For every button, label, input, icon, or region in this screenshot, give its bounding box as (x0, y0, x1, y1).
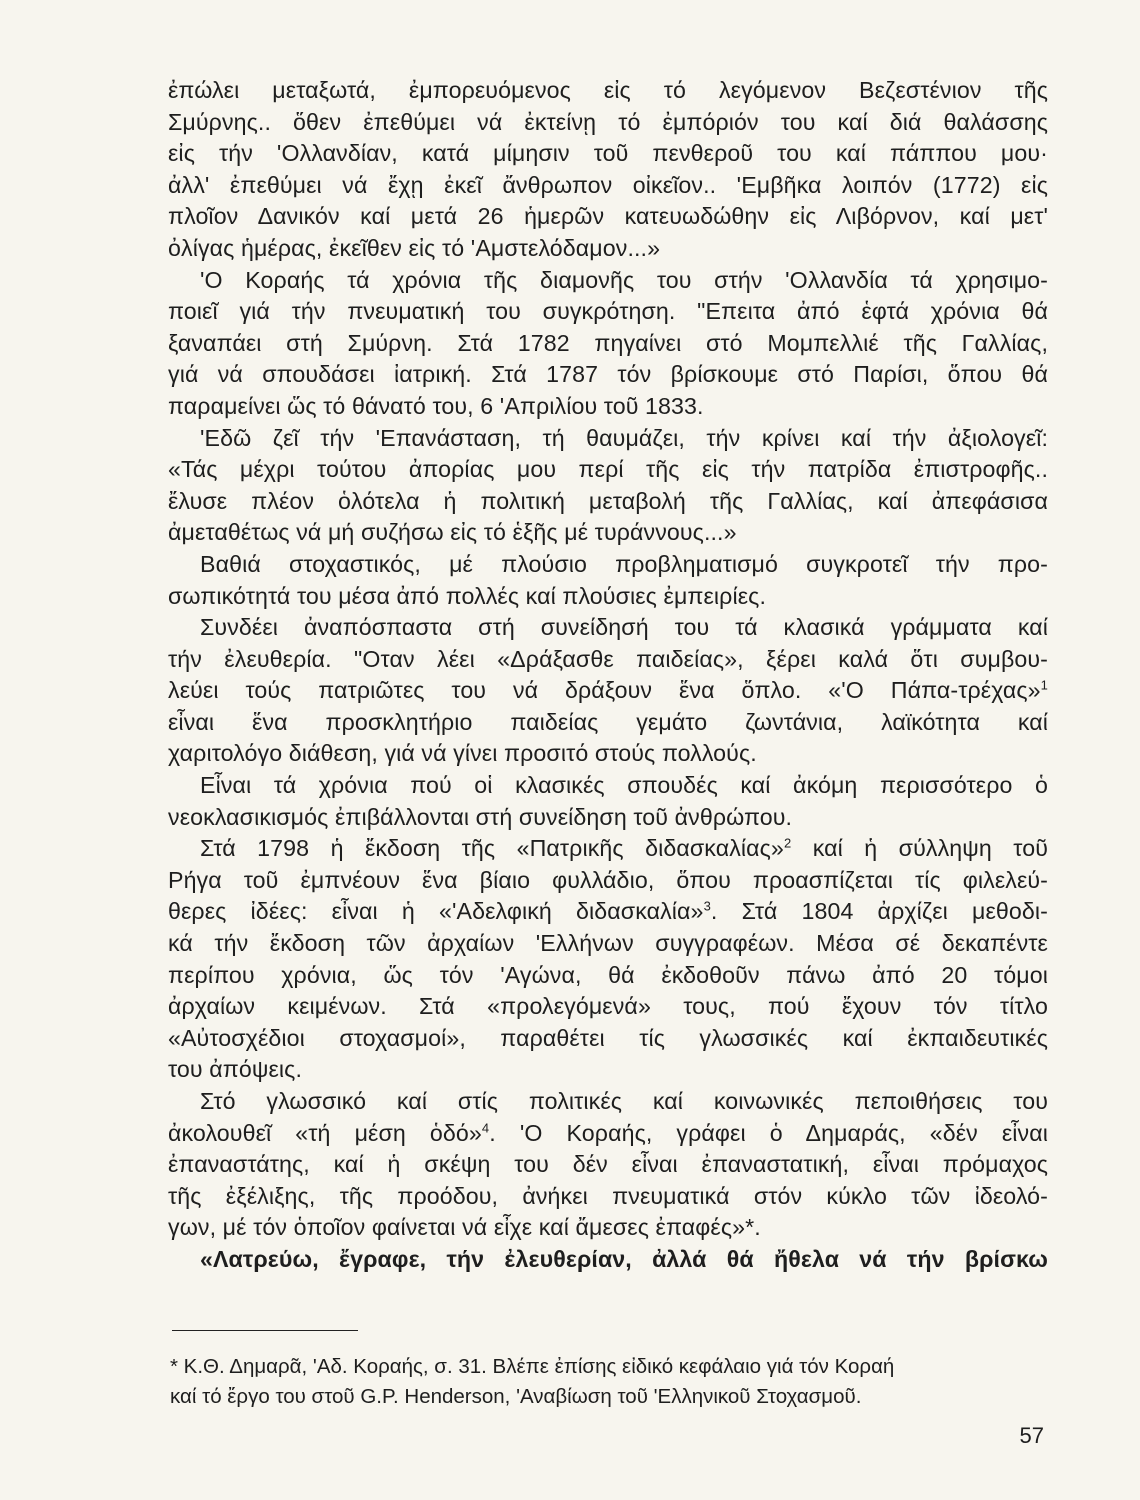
text-line (168, 1118, 1048, 1150)
line-text: ἔλυσε πλέον ὁλότελα ἡ πολιτική μεταβολή τῆς Γαλλίας, καί ἀπεφάσισα (168, 487, 1048, 514)
footnote-divider (172, 1330, 358, 1331)
text-line (168, 581, 1048, 613)
line-text: Συνδέει ἀναπόσπαστα στή συνείδησή του τά κλασικά γράμματα καί (200, 614, 1048, 641)
line-text: γιά νά σπουδάσει ἰατρική. Στά 1787 τόν βρίσκουμε στό Παρίσι, ὅπου θά (168, 361, 1048, 388)
text-line (168, 770, 1048, 802)
text-line (168, 1054, 1048, 1086)
line-text: νεοκλασικισμός ἐπιβάλλονται στή συνείδηση τοῦ ἀνθρώπου. (168, 803, 793, 830)
text-line (168, 1023, 1048, 1055)
line-text: ἀκολουθεῖ «τή μέση ὁδό» (168, 1119, 482, 1146)
text-line (168, 391, 1048, 423)
line-text: εἰς τήν 'Ολλανδίαν, κατά μίμησιν τοῦ πενθεροῦ του καί πάππου μου· (168, 140, 1048, 167)
footnotes (170, 1352, 1042, 1412)
text-line (168, 865, 1048, 897)
footnote-marker: 1 (1040, 677, 1048, 693)
line-text: γων, μέ τόν ὁποῖον φαίνεται νά εἶχε καί ἄμεσες ἐπαφές»*. (168, 1214, 761, 1241)
text-line (168, 549, 1048, 581)
line-text: 'Εδῶ ζεῖ τήν 'Επανάσταση, τή θαυμάζει, τήν κρίνει καί τήν ἀξιολογεῖ: (200, 424, 1048, 451)
line-text: ξαναπάει στή Σμύρνη. Στά 1782 πηγαίνει στό Μομπελλιέ τῆς Γαλλίας, (168, 329, 1048, 356)
line-text: 'Ο Κοραής τά χρόνια τῆς διαμονῆς του στήν 'Ολλανδία τά χρησιμο- (200, 266, 1048, 293)
text-line (168, 991, 1048, 1023)
text-line (168, 675, 1048, 707)
text-line (168, 960, 1048, 992)
text-line (168, 707, 1048, 739)
line-text: Ρήγα τοῦ ἐμπνέουν ἕνα βίαιο φυλλάδιο, ὅπου προασπίζεται τίς φιλελεύ- (168, 866, 1048, 893)
line-text: Στό γλωσσικό καί στίς πολιτικές καί κοινωνικές πεποιθήσεις του (200, 1088, 1048, 1114)
line-text: «Αὐτοσχέδιοι στοχασμοί», παραθέτει τίς γλωσσικές καί ἐκπαιδευτικές (168, 1024, 1048, 1051)
text-line (168, 833, 1048, 865)
text-line (168, 1086, 1048, 1118)
line-text: παραμείνει ὥς τό θάνατό του, 6 'Απριλίου τοῦ 1833. (168, 392, 704, 419)
line-text: περίπου χρόνια, ὥς τόν 'Αγώνα, θά ἐκδοθοῦν πάνω ἀπό 20 τόμοι (168, 961, 1048, 988)
line-text: τήν ἐλευθερία. "Οταν λέει «Δράξασθε παιδείας», ξέρει καλά ὅτι συμβου- (168, 645, 1048, 672)
text-line (168, 107, 1048, 139)
footnote-line: * Κ.Θ. Δημαρᾶ, 'Αδ. Κοραής, σ. 31. Βλέπε ἐπίσης εἰδικό κεφάλαιο γιά τόν Κοραή (170, 1355, 895, 1378)
text-line (168, 454, 1048, 486)
text-line (168, 359, 1048, 391)
page-number: 57 (1019, 1423, 1044, 1448)
text-line (168, 896, 1048, 928)
text-line (168, 1149, 1048, 1181)
line-text: χαριτολόγο διάθεση, γιά νά γίνει προσιτό στούς πολλούς. (168, 740, 757, 767)
line-text-continued: . Στά 1804 ἀρχίζει μεθοδι- (710, 898, 1048, 925)
line-text: του ἀπόψεις. (168, 1056, 302, 1083)
text-line (168, 170, 1048, 202)
text-line (168, 612, 1048, 644)
text-line (168, 517, 1048, 549)
text-line (168, 423, 1048, 455)
footnote-marker: 4 (481, 1119, 490, 1135)
footnote-marker: 3 (703, 898, 711, 914)
line-text: εἶναι ἕνα προσκλητήριο παιδείας γεμάτο ζωντάνια, λαϊκότητα καί (168, 708, 1048, 735)
text-line (168, 138, 1048, 170)
line-text: Βαθιά στοχαστικός, μέ πλούσιο προβληματισμό συγκροτεῖ τήν προ- (200, 550, 1048, 577)
line-text: Στά 1798 ἡ ἔκδοση τῆς «Πατρικῆς διδασκαλίας» (200, 835, 784, 862)
line-text: σωπικότητά του μέσα ἀπό πολλές καί πλούσιες ἐμπειρίες. (168, 582, 766, 609)
line-text: Εἶναι τά χρόνια πού οἱ κλασικές σπουδές καί ἀκόμη περισσότερο ὁ (200, 772, 1048, 799)
line-text: πλοῖον Δανικόν καί μετά 26 ἡμερῶν κατευωδώθην εἰς Λιβόρνον, καί μετ' (168, 203, 1048, 230)
body-text (168, 75, 1048, 1276)
line-text: ἀλλ' ἐπεθύμει νά ἔχῃ ἐκεῖ ἄνθρωπον οἰκεῖον.. 'Εμβῆκα λοιπόν (1772) εἰς (168, 171, 1048, 198)
text-line (168, 928, 1048, 960)
line-text-continued: . 'Ο Κοραής, γράφει ὁ Δημαράς, «δέν εἶναι (489, 1119, 1048, 1146)
line-text: ἀρχαίων κειμένων. Στά «προλεγόμενά» τους, πού ἔχουν τόν τίτλο (168, 993, 1048, 1020)
text-line (168, 75, 1048, 107)
footnote-marker: 2 (783, 835, 792, 851)
text-line (168, 296, 1048, 328)
line-text: ποιεῖ γιά τήν πνευματική του συγκρότηση. "Επειτα ἀπό ἑφτά χρόνια θά (168, 298, 1048, 325)
line-text-continued: καί ἡ σύλληψη τοῦ (791, 835, 1048, 862)
line-text: ἀμεταθέτως νά μή συζήσω εἰς τό ἑξῆς μέ τυράννους...» (168, 519, 737, 546)
text-line (168, 486, 1048, 518)
line-text: κά τήν ἔκδοση τῶν ἀρχαίων 'Ελλήνων συγγραφέων. Μέσα σέ δεκαπέντε (168, 930, 1048, 957)
text-line (168, 1244, 1048, 1276)
line-text: «Τάς μέχρι τούτου ἀπορίας μου περί τῆς εἰς τήν πατρίδα ἐπιστροφῆς.. (168, 456, 1048, 483)
line-text: θερες ἰδέες: εἶναι ἡ «'Αδελφική διδασκαλία» (168, 898, 704, 925)
text-line (168, 265, 1048, 297)
text-line (168, 738, 1048, 770)
line-text: ἐπώλει μεταξωτά, ἐμπορευόμενος εἰς τό λεγόμενον Βεζεστένιον τῆς (168, 77, 1048, 103)
line-text: λεύει τούς πατριῶτες του νά δράξουν ἕνα ὅπλο. «'Ο Πάπα-τρέχας» (168, 677, 1041, 704)
line-text: τῆς ἐξέλιξης, τῆς προόδου, ἀνήκει πνευματικά στόν κύκλο τῶν ἰδεολό- (168, 1182, 1048, 1209)
text-line (168, 328, 1048, 360)
text-line (168, 1181, 1048, 1213)
line-text: ἐπαναστάτης, καί ἡ σκέψη του δέν εἶναι ἐπαναστατική, εἶναι πρόμαχος (168, 1151, 1048, 1178)
text-line (168, 644, 1048, 676)
text-line (168, 1212, 1048, 1244)
line-text: Σμύρνης.. ὅθεν ἐπεθύμει νά ἐκτείνῃ τό ἐμπόριόν του καί διά θαλάσσης (168, 108, 1048, 135)
text-line (168, 201, 1048, 233)
text-line (168, 233, 1048, 265)
text-line (168, 802, 1048, 834)
footnote-line: καί τό ἔργο του στοῦ G.P. Henderson, 'Αναβίωση τοῦ 'Ελληνικοῦ Στοχασμοῦ. (170, 1385, 862, 1408)
line-text: «Λατρεύω, ἔγραφε, τήν ἐλευθερίαν, ἀλλά θά ἤθελα νά τήν βρίσκω (200, 1245, 1048, 1272)
line-text: ὀλίγας ἡμέρας, ἐκεῖθεν εἰς τό 'Αμστελόδαμον...» (168, 234, 661, 261)
